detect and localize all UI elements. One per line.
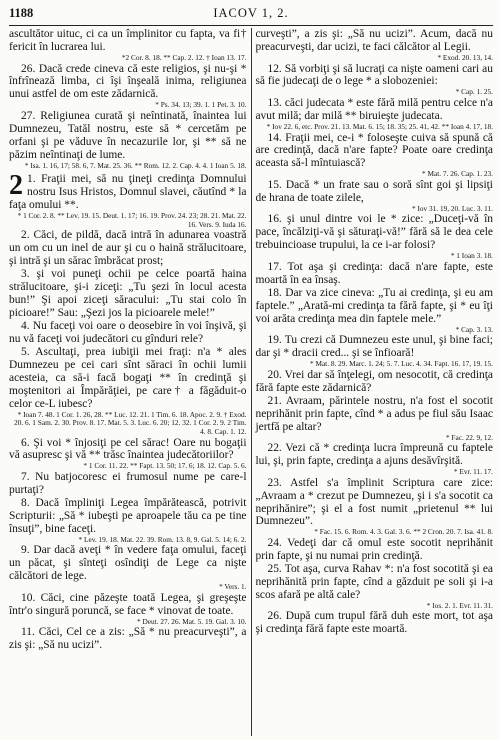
verse: 26. După cum trupul fără duh este mort, tot aşa şi credinţa fără fapte este moartă. — [255, 610, 493, 636]
verse: 11. Căci, Cel ce a zis: „Să * nu preacurveşti”, a zis şi: „Să nu ucizi”. — [9, 626, 247, 652]
verse: 24. Vedeţi dar că omul este socotit neprihănit prin fapte, şi nu numai prin credinţă. — [255, 537, 493, 562]
cross-reference: * Iov 22. 6, etc. Prov. 21. 13. Mat. 6. 15; 18. 35; 25. 41, 42. ** Ioan 4. 17, 18. — [266, 121, 493, 131]
running-title: IACOV 1, 2. — [213, 6, 289, 20]
verse: 27. Religiunea curată şi neîntinată, înaintea lui Dumnezeu, Tatăl nostru, este să * cercetăm pe orfani şi pe văduve în necazurile lor, şi ** să ne păzim neîntinaţi de lume. — [9, 109, 247, 161]
cross-reference: * Mat. 7. 26. Cap. 1. 23. — [422, 169, 493, 179]
page-header — [9, 6, 493, 22]
cross-reference: * Ps. 34. 13; 39. 1. 1 Pet. 3. 10. — [155, 100, 247, 110]
cross-reference: * Lev. 19. 18. Mat. 22. 39. Rom. 13. 8, 9. Gal. 5. 14; 6. 2. — [78, 534, 247, 544]
chapter-start — [9, 170, 247, 212]
cross-reference: * Iov 31. 19, 20. Luc. 3. 11. — [411, 203, 493, 213]
cross-reference: *2 Cor. 8. 18. ** Cap. 2. 12. † Ioan 13. 17. — [121, 52, 247, 62]
cross-reference: * Exod. 20. 13, 14. — [437, 52, 493, 62]
verse: 15. Dacă * un frate sau o soră sînt goi şi lipsiţi de hrana de toate zilele, — [255, 178, 493, 204]
verse: 9. Dar dacă aveţi * în vedere faţa omului, faceţi un păcat, şi sînteţi osîndiţi de Lege ca nişte călcători de lege. — [9, 544, 247, 583]
verse: 25. Tot aşa, curva Rahav *: n'a fost socotită şi ea neprihănită prin fapte, cînd a găzduit pe soli şi i-a scos afară pe altă cale? — [255, 562, 493, 601]
verse: 12. Să vorbiţi şi să lucraţi ca nişte oameni cari au să fie judecaţi de o lege * a slobozeniei: — [255, 62, 493, 88]
verse: ascultător uituc, ci ca un împlinitor cu fapta, va fi† fericit în lucrarea lui. — [9, 28, 247, 53]
verse: 4. Nu faceţi voi oare o deosebire în voi înşivă, şi nu vă faceţi voi judecători cu gînduri rele? — [9, 320, 247, 346]
verse: 13. căci judecata * este fără milă pentru celce n'a avut milă; dar milă ** biruieşte judecata. — [255, 97, 493, 122]
right-column — [255, 28, 493, 736]
verse: 5. Ascultaţi, prea iubiţii mei fraţi: n'a * ales Dumnezeu pe cei cari sînt săraci în ochii lumii acesteia, ca să-i facă bogaţi ** în credinţă şi moştenitori ai Împărăţiei, pe care† a făgăduit-o celor ce-L iubesc? — [9, 345, 247, 410]
verse: 7. Nu batjocoresc ei frumosul nume pe care-l purtaţi? — [9, 471, 247, 496]
cross-reference: * Evr. 11. 17. — [453, 467, 493, 477]
verse: 2. Căci, de pildă, dacă intră în adunarea voastră un om cu un inel de aur şi cu o haină strălucitoare, şi intră şi un sărac îmbrăcat prost; — [9, 229, 247, 268]
chapter-number: 2 — [9, 170, 23, 202]
verse: curveşti”, a zis şi: „Să nu ucizi”. Acum, dacă nu preacurveşti, dar ucizi, te faci călcător al Legii. — [255, 28, 493, 53]
verse: 17. Tot aşa şi credinţa: dacă n'are fapte, este moartă în ea însaş. — [255, 260, 493, 286]
verse: 6. Şi voi * înjosiţi pe cel sărac! Oare nu bogaţii vă asupresc şi vă ** trăsc înaintea judecătoriilor? — [9, 436, 247, 462]
cross-reference: * Fac. 22. 9, 12. — [445, 432, 493, 442]
verse: 26. Dacă crede cineva că este religios, şi nu-şi * înfrînează limba, ci îşi înşeală inima, religiunea unui astfel de om este zădarnică. — [9, 62, 247, 101]
column-divider — [251, 28, 252, 736]
cross-reference: * Deut. 27. 26. Mat. 5. 19. Gal. 3. 10. — [137, 616, 247, 626]
verse: 20. Vrei dar să înţelegi, om nesocotit, că credinţa fără fapte este zădarnică? — [255, 368, 493, 394]
verse: 22. Vezi că * credinţa lucra împreună cu faptele lui, şi, prin fapte, credinţa a ajuns desăvîrşită. — [255, 442, 493, 468]
cross-reference: * Cap. 3. 13. — [455, 324, 493, 334]
verse-text: 1. Fraţii mei, să nu ţineţi credinţa Domnului nostru Isus Hristos, Domnul slavei, căutînd * la faţa omului **. — [9, 173, 247, 212]
cross-reference: * Ios. 2. 1. Evr. 11. 31. — [426, 600, 493, 610]
cross-reference: * 1 Ioan 3. 18. — [450, 251, 493, 261]
cross-reference: * Cap. 1. 25. — [455, 87, 493, 97]
verse: 10. Căci, cine păzeşte toată Legea, şi greşeşte într'o singură poruncă, se face * vinovat de toate. — [9, 591, 247, 617]
verse: 21. Avraam, părintele nostru, n'a fost el socotit neprihănit prin fapte, cînd * a adus pe fiul său Isaac jertfă pe altar? — [255, 394, 493, 433]
verse: 16. şi unul dintre voi le * zice: „Duceţi-vă în pace, încălziţi-vă şi săturaţi-vă!” fără să le dea cele trebuincioase trupului, la ce i-ar folosi? — [255, 213, 493, 252]
header-rule — [9, 25, 493, 26]
cross-reference: * Fac. 15. 6. Rom. 4. 3. Gal. 3. 6. ** 2 Cron. 20. 7. Isa. 41. 8. — [314, 527, 493, 537]
verse: 8. Dacă împliniţi Legea împărătească, potrivit Scripturii: „Să * iubeşti pe aproapele tău ca pe tine însuţi”, bine faceţi. — [9, 496, 247, 535]
cross-reference: * Ioan 7. 48. 1 Cor. 1. 26, 28. ** Luc. 12. 21. 1 Tim. 6. 18. Apoc. 2. 9. † Exod. 20. 6. 1 Sam. 2. 30. Prov. 8. 17. Mat. 5. 3. Luc. 6. 20; 12. 32. 1 Cor. 2. 9. 2 Tim. 4. 8. Cap. 1. 12. — [14, 409, 247, 436]
verse: 3. şi voi puneţi ochii pe celce poartă haina strălucitoare, şi-i ziceţi: „Tu şezi în locul acesta bun!” Şi apoi ziceţi săracului: „Tu stai colo în picioare!” Sau: „Şezi jos la picioarele mele!” — [9, 268, 247, 320]
left-column — [9, 28, 247, 736]
cross-reference: * 1 Cor. 2. 8. ** Lev. 19. 15. Deut. 1. 17; 16. 19. Prov. 24. 23; 28. 21. Mat. 22. 16. Vers. 9. Iuda 16. — [17, 211, 247, 229]
verse: 18. Dar va zice cineva: „Tu ai credinţa, şi eu am faptele.” „Arată-mi credinţa ta fără fapte, şi * eu îţi voi arăta credinţa mea din faptele mele.” — [255, 286, 493, 325]
verse: 23. Astfel s'a împlinit Scriptura care zice: „Avraam a * crezut pe Dumnezeu, şi i s'a socotit ca neprihănire”; şi el a fost numit „prietenul ** lui Dumnezeu”. — [255, 476, 493, 528]
cross-reference: * Vers. 1. — [219, 582, 247, 592]
cross-reference: * Isa. 1. 16, 17; 58. 6, 7. Mat. 25. 36. ** Rom. 12. 2. Cap. 4. 4. 1 Ioan 5. 18. — [24, 160, 247, 170]
cross-reference: * 1 Cor. 11. 22. ** Fapt. 13. 50; 17. 6; 18. 12. Cap. 5. 6. — [83, 461, 247, 471]
cross-reference: * Mat. 8. 29. Marc. 1. 24; 5. 7. Luc. 4. 34. Fapt. 16. 17, 19. 15. — [309, 359, 493, 369]
text-columns — [9, 28, 493, 736]
page-number: 1188 — [9, 6, 34, 20]
verse: 14. Fraţii mei, ce-i * foloseşte cuiva să spună că are credinţă, dacă n'are fapte? Poate oare credinţa aceasta să-l mîntuiască? — [255, 131, 493, 170]
verse: 19. Tu crezi că Dumnezeu este unul, şi bine faci; dar şi * dracii cred... şi se înfioară! — [255, 334, 493, 360]
